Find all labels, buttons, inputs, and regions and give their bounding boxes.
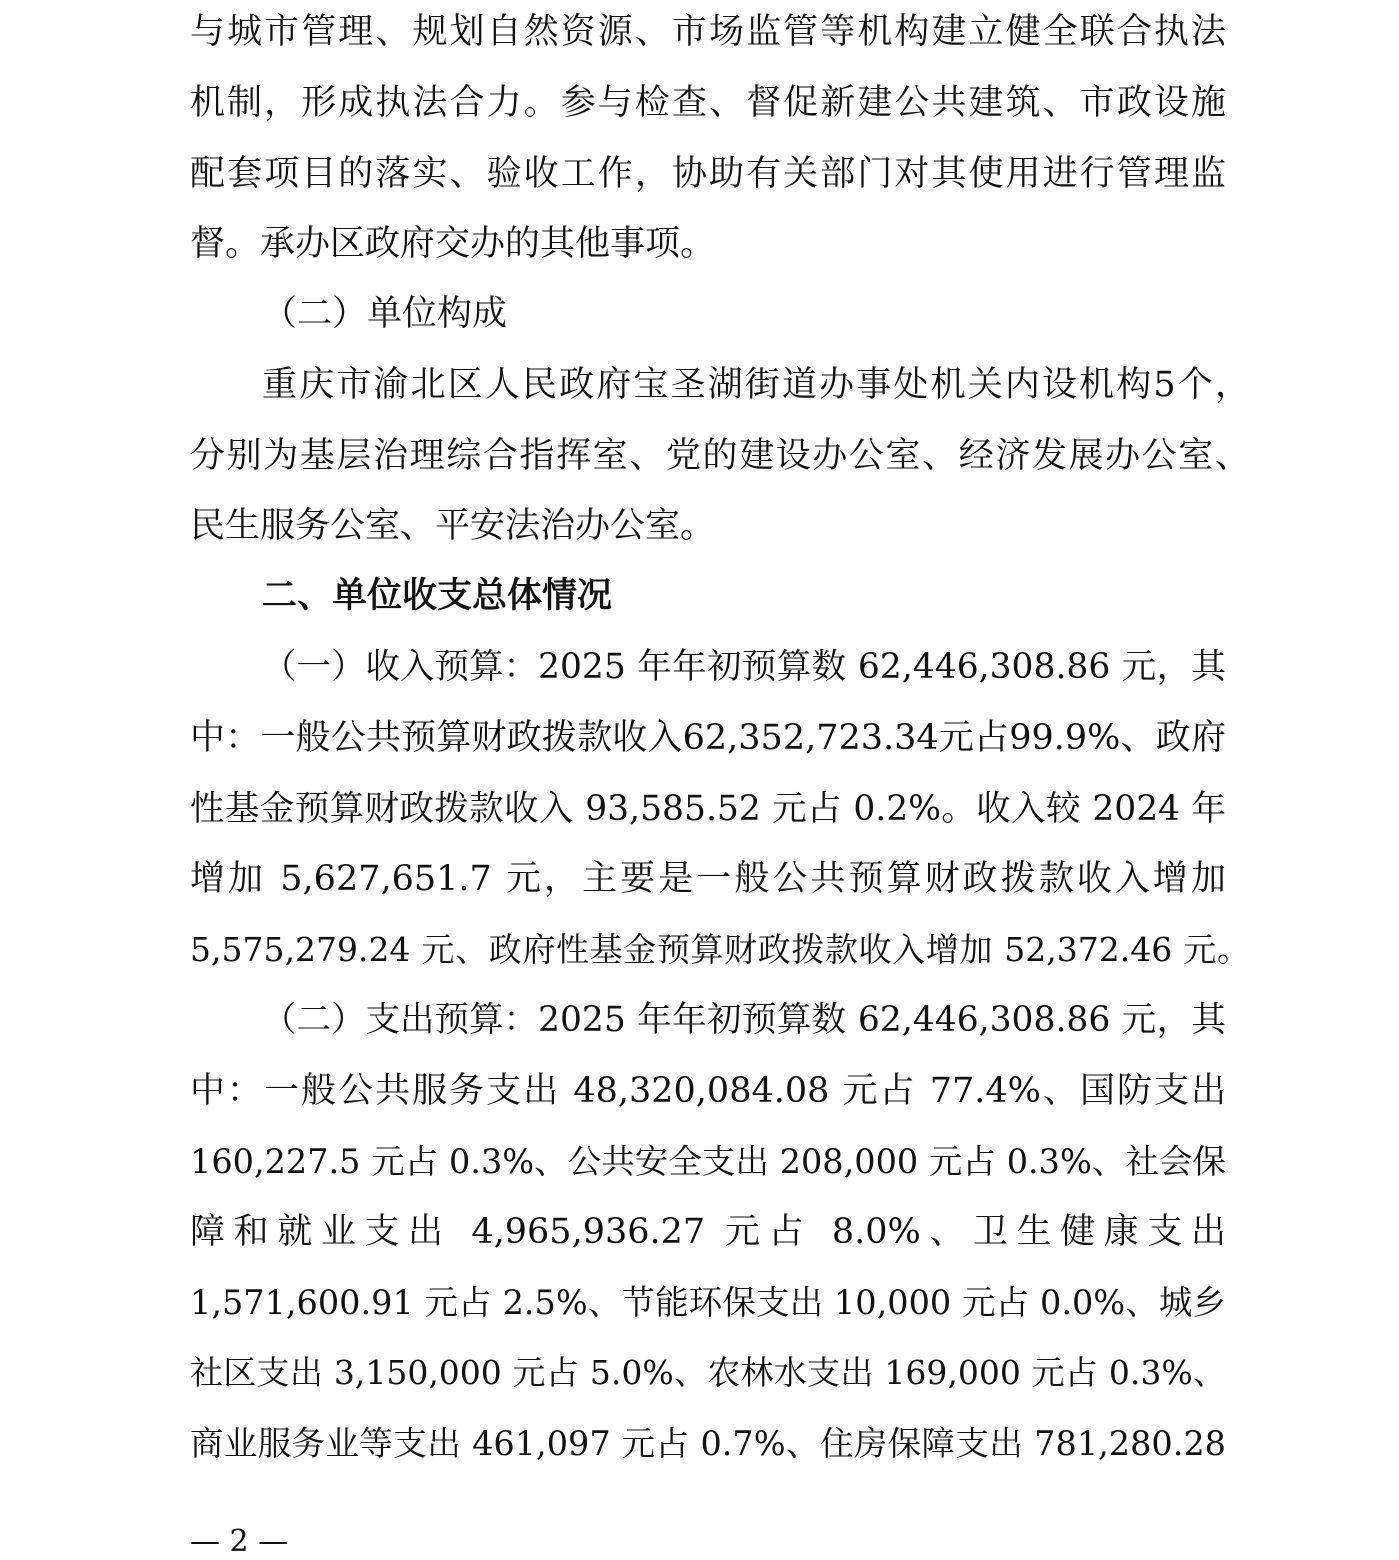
body-text-line: 民生服务公室、平安法治办公室。 — [190, 506, 716, 546]
section-heading: 二、单位收支总体情况 — [262, 576, 613, 616]
body-text-line: 中：一般公共预算财政拨款收入62,352,723.34元占99.9%、政府 — [190, 718, 1226, 758]
body-text-line: 与城市管理、规划自然资源、市场监管等机构建立健全联合执法 — [190, 12, 1226, 52]
body-text-line: 重庆市渝北区人民政府宝圣湖街道办事处机关内设机构5个， — [262, 365, 1250, 405]
body-text-line: 社区支出 3,150,000 元占 5.0%、农林水支出 169,000 元占 0.3%、 — [190, 1353, 1226, 1392]
body-text-line: 增加 5,627,651.7 元，主要是一般公共预算财政拨款收入增加 — [190, 859, 1226, 899]
income-lead: （一）收入预算： — [262, 647, 538, 687]
body-text-line: 5,575,279.24 元、政府性基金预算财政拨款收入增加 52,372.46 元。 — [190, 930, 1250, 969]
body-text-line: 障和就业支出 4,965,936.27 元占 8.0%、卫生健康支出 — [190, 1212, 1226, 1252]
body-text-line: 分别为基层治理综合指挥室、党的建设办公室、经济发展办公室、 — [190, 436, 1250, 476]
body-text-line: 性基金预算财政拨款收入 93,585.52 元占 0.2%。收入较 2024 年 — [190, 789, 1226, 829]
body-text-line: 机制，形成执法合力。参与检查、督促新建公共建筑、市政设施 — [190, 83, 1226, 123]
income-first-line — [262, 644, 1226, 690]
body-text-line: 2025 年年初预算数 62,446,308.86 元，其 — [538, 647, 1226, 687]
body-text-line: 督。承办区政府交办的其他事项。 — [190, 224, 716, 264]
expenditure-lead: （二）支出预算： — [262, 1000, 538, 1040]
body-text-line: 1,571,600.91 元占 2.5%、节能环保支出 10,000 元占 0.0%、城乡 — [190, 1283, 1226, 1322]
body-text-line: 商业服务业等支出 461,097 元占 0.7%、住房保障支出 781,280.28 — [190, 1424, 1226, 1463]
page-number: — 2 — — [190, 1524, 289, 1559]
body-text-line: 配套项目的落实、验收工作，协助有关部门对其使用进行管理监 — [190, 154, 1226, 194]
section-subheading: （二）单位构成 — [262, 294, 508, 334]
body-text-line: 2025 年年初预算数 62,446,308.86 元，其 — [538, 1000, 1226, 1040]
body-text-line: 160,227.5 元占 0.3%、公共安全支出 208,000 元占 0.3%、社会保 — [190, 1142, 1226, 1181]
body-text-line: 中：一般公共服务支出 48,320,084.08 元占 77.4%、国防支出 — [190, 1071, 1226, 1111]
expenditure-first-line — [262, 997, 1226, 1043]
